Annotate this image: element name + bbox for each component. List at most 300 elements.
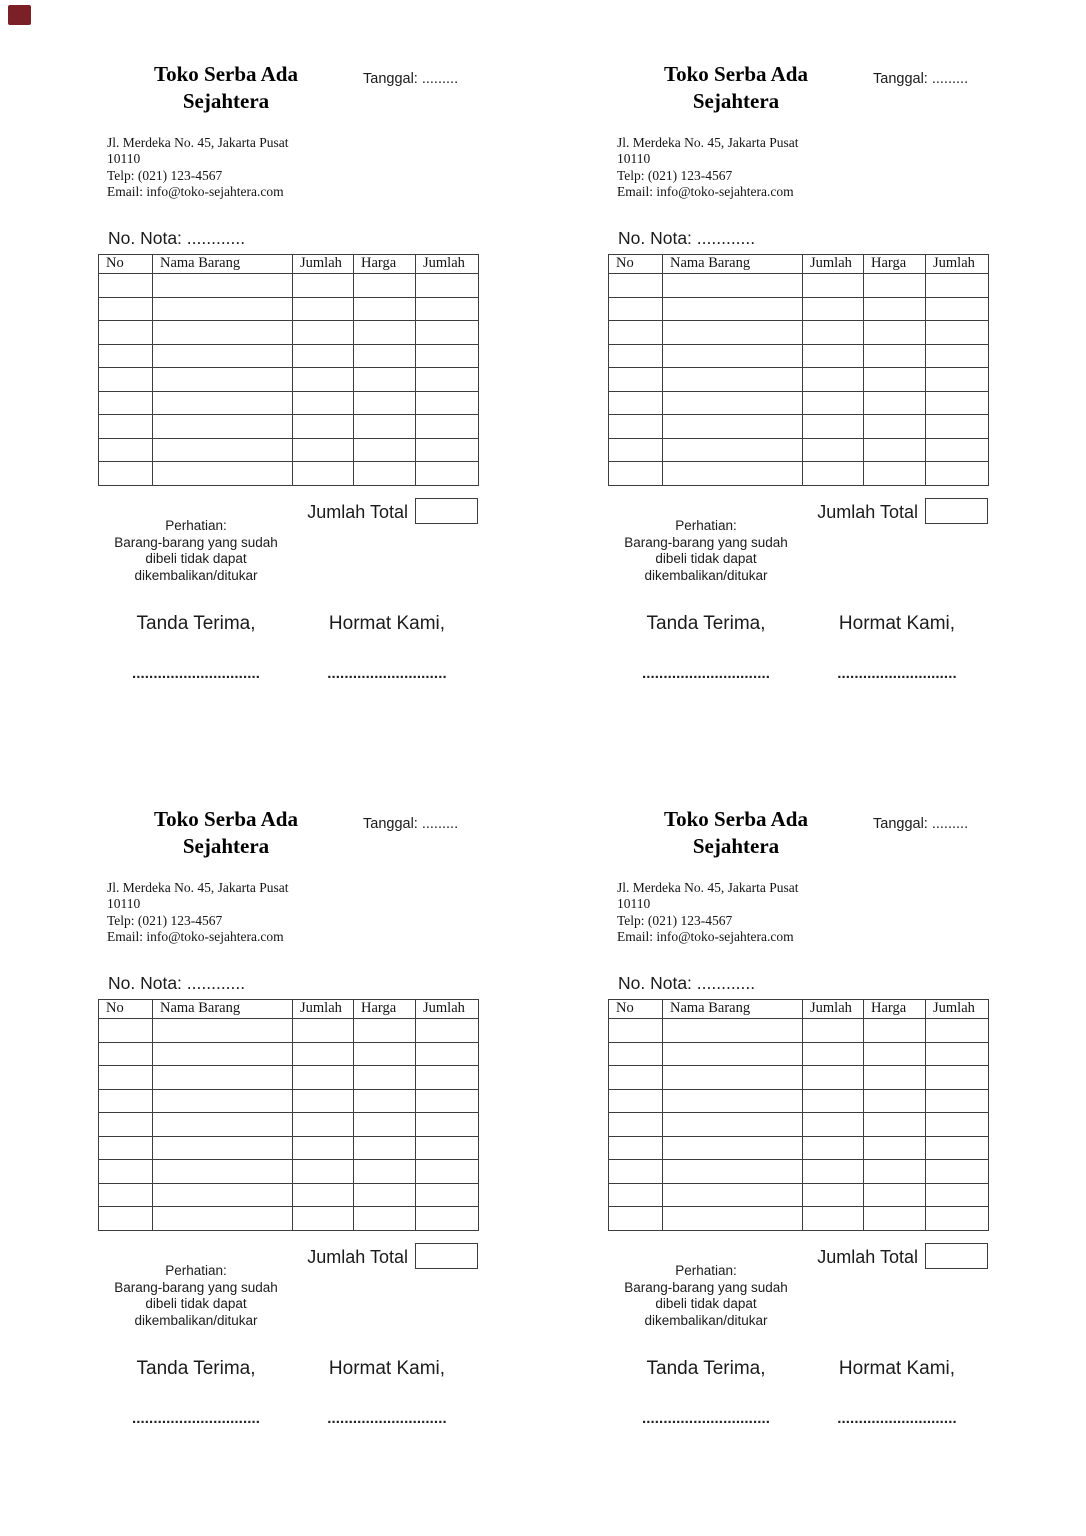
item-cell [153, 1136, 293, 1160]
store-name [608, 61, 864, 115]
item-cell [663, 391, 803, 415]
item-cell [864, 321, 926, 345]
store-name-line1: Toko Serba Ada [154, 62, 298, 86]
item-cell [663, 1183, 803, 1207]
item-cell [293, 1066, 354, 1090]
item-cell [416, 391, 479, 415]
header-cell-no: No [99, 1000, 153, 1019]
sign-right-label: Hormat Kami, [328, 613, 446, 634]
header-cell-harga: Harga [354, 255, 416, 274]
item-cell [609, 344, 663, 368]
item-cell [354, 438, 416, 462]
sign-right-dots: ............................ [837, 1410, 957, 1427]
item-row [99, 274, 479, 298]
item-cell [99, 415, 153, 439]
item-row [99, 1042, 479, 1066]
item-cell [864, 1042, 926, 1066]
item-row [99, 321, 479, 345]
item-cell [354, 1136, 416, 1160]
item-cell [926, 462, 989, 486]
item-cell [803, 438, 864, 462]
item-cell [803, 1160, 864, 1184]
items-table-header-row [609, 255, 989, 274]
address-line-postcode: 10110 [107, 151, 141, 167]
item-row [609, 297, 989, 321]
item-cell [663, 274, 803, 298]
nota-number-label: No. Nota: ............ [108, 973, 246, 993]
item-cell [354, 1160, 416, 1184]
item-cell [864, 1183, 926, 1207]
item-cell [416, 368, 479, 392]
address-block [617, 880, 798, 945]
item-cell [153, 1089, 293, 1113]
address-line-phone: Telp: (021) 123-4567 [107, 167, 223, 183]
notice-line-1: Barang-barang yang sudah [624, 534, 788, 550]
item-row [99, 1160, 479, 1184]
item-cell [864, 415, 926, 439]
item-row [609, 462, 989, 486]
item-cell [926, 438, 989, 462]
item-cell [663, 321, 803, 345]
items-table [608, 999, 989, 1231]
item-cell [153, 1160, 293, 1184]
item-cell [864, 1160, 926, 1184]
total-box [415, 498, 478, 524]
item-cell [153, 1042, 293, 1066]
items-table [608, 254, 989, 486]
item-cell [293, 1042, 354, 1066]
item-cell [416, 1183, 479, 1207]
item-cell [293, 415, 354, 439]
item-row [99, 297, 479, 321]
item-cell [926, 1019, 989, 1043]
item-cell [864, 344, 926, 368]
store-name-line1: Toko Serba Ada [664, 62, 808, 86]
store-name [98, 806, 354, 860]
item-cell [926, 391, 989, 415]
item-cell [354, 1183, 416, 1207]
store-name [608, 806, 864, 860]
item-cell [153, 1183, 293, 1207]
item-cell [293, 297, 354, 321]
item-cell [609, 1207, 663, 1231]
item-cell [609, 1042, 663, 1066]
header-cell-jumlah-total-col: Jumlah [926, 1000, 989, 1019]
item-cell [609, 297, 663, 321]
item-cell [416, 1089, 479, 1113]
header-cell-jumlah-total-col: Jumlah [926, 255, 989, 274]
item-cell [293, 391, 354, 415]
item-cell [803, 1136, 864, 1160]
address-block [107, 135, 288, 200]
item-row [609, 321, 989, 345]
item-cell [293, 1019, 354, 1043]
item-cell [153, 438, 293, 462]
item-cell [99, 274, 153, 298]
item-cell [354, 1113, 416, 1137]
item-cell [153, 391, 293, 415]
item-cell [609, 1019, 663, 1043]
item-cell [864, 1089, 926, 1113]
notice-line-3: dikembalikan/ditukar [134, 1312, 258, 1328]
tanggal-label: Tanggal: ......... [363, 71, 459, 87]
receipt-form-bottom-right [608, 745, 1000, 1490]
item-row [609, 438, 989, 462]
sign-right-dots: ............................ [837, 665, 957, 682]
item-cell [926, 1207, 989, 1231]
item-cell [99, 368, 153, 392]
address-line-phone: Telp: (021) 123-4567 [107, 912, 223, 928]
sign-left-dots: .............................. [131, 665, 261, 682]
sign-left-label: Tanda Terima, [136, 613, 256, 634]
sign-right-dots: ............................ [327, 665, 447, 682]
item-cell [609, 1183, 663, 1207]
notice-line-1: Barang-barang yang sudah [114, 534, 278, 550]
header-cell-jumlah: Jumlah [803, 1000, 864, 1019]
header-cell-jumlah: Jumlah [293, 1000, 354, 1019]
sign-right-label: Hormat Kami, [838, 613, 956, 634]
item-cell [663, 438, 803, 462]
item-cell [416, 274, 479, 298]
item-cell [354, 344, 416, 368]
item-row [99, 415, 479, 439]
item-cell [153, 321, 293, 345]
tanggal-label: Tanggal: ......... [873, 816, 969, 832]
sign-right-label: Hormat Kami, [838, 1358, 956, 1379]
notice-line-1: Barang-barang yang sudah [114, 1279, 278, 1295]
item-cell [609, 1136, 663, 1160]
item-row [99, 462, 479, 486]
corner-marker [8, 5, 31, 25]
notice-line-heading: Perhatian: [165, 518, 227, 533]
store-name-line2: Sejahtera [182, 89, 270, 113]
item-cell [864, 1113, 926, 1137]
item-cell [864, 1136, 926, 1160]
item-cell [926, 274, 989, 298]
item-cell [864, 391, 926, 415]
item-cell [153, 462, 293, 486]
item-row [99, 1066, 479, 1090]
address-line-street: Jl. Merdeka No. 45, Jakarta Pusat [107, 880, 289, 895]
item-cell [864, 368, 926, 392]
item-cell [864, 438, 926, 462]
item-cell [293, 368, 354, 392]
item-cell [416, 321, 479, 345]
item-row [609, 415, 989, 439]
item-cell [416, 415, 479, 439]
item-row [609, 1019, 989, 1043]
item-row [99, 1113, 479, 1137]
notice-block [608, 1263, 804, 1329]
item-cell [864, 1019, 926, 1043]
notice-line-heading: Perhatian: [675, 518, 737, 533]
address-line-postcode: 10110 [107, 896, 141, 912]
item-cell [663, 462, 803, 486]
item-cell [864, 1066, 926, 1090]
item-cell [293, 1160, 354, 1184]
item-cell [609, 391, 663, 415]
item-cell [803, 321, 864, 345]
item-cell [803, 1207, 864, 1231]
item-cell [926, 1183, 989, 1207]
item-cell [803, 368, 864, 392]
item-cell [864, 274, 926, 298]
notice-block [608, 518, 804, 584]
item-cell [153, 1113, 293, 1137]
item-row [99, 368, 479, 392]
notice-block [98, 1263, 294, 1329]
item-cell [663, 344, 803, 368]
store-name [98, 61, 354, 115]
item-cell [354, 1019, 416, 1043]
receipt-form-bottom-left [98, 745, 490, 1490]
nota-number-label: No. Nota: ............ [618, 973, 756, 993]
item-cell [803, 274, 864, 298]
address-block [617, 135, 798, 200]
item-cell [153, 344, 293, 368]
item-cell [803, 462, 864, 486]
tanggal-label: Tanggal: ......... [873, 71, 969, 87]
item-cell [803, 415, 864, 439]
item-row [99, 1136, 479, 1160]
item-cell [803, 1089, 864, 1113]
address-line-phone: Telp: (021) 123-4567 [617, 167, 733, 183]
item-cell [99, 1183, 153, 1207]
item-cell [293, 438, 354, 462]
item-cell [609, 462, 663, 486]
item-cell [99, 1160, 153, 1184]
item-cell [99, 462, 153, 486]
sign-left-label: Tanda Terima, [646, 1358, 766, 1379]
items-table [98, 254, 479, 486]
item-cell [803, 1019, 864, 1043]
item-cell [926, 1136, 989, 1160]
receipt-form-top-right [608, 0, 1000, 745]
item-cell [354, 1207, 416, 1231]
item-cell [354, 391, 416, 415]
notice-line-2: dibeli tidak dapat [655, 1296, 757, 1311]
sign-left-label: Tanda Terima, [136, 1358, 256, 1379]
address-line-email: Email: info@toko-sejahtera.com [107, 183, 284, 199]
header-cell-no: No [99, 255, 153, 274]
store-name-line1: Toko Serba Ada [154, 807, 298, 831]
total-label: Jumlah Total [817, 502, 918, 522]
header-cell-jumlah: Jumlah [293, 255, 354, 274]
address-line-postcode: 10110 [617, 896, 651, 912]
item-row [99, 1183, 479, 1207]
item-cell [416, 1066, 479, 1090]
header-cell-nama-barang: Nama Barang [663, 1000, 803, 1019]
item-cell [926, 321, 989, 345]
item-cell [293, 1183, 354, 1207]
item-cell [926, 1160, 989, 1184]
item-cell [926, 344, 989, 368]
item-cell [663, 1207, 803, 1231]
sign-left-label: Tanda Terima, [646, 613, 766, 634]
items-table-body [99, 274, 479, 486]
item-row [99, 1019, 479, 1043]
item-cell [864, 462, 926, 486]
item-cell [153, 1207, 293, 1231]
item-cell [609, 1113, 663, 1137]
notice-block [98, 518, 294, 584]
item-cell [99, 438, 153, 462]
item-cell [99, 321, 153, 345]
store-name-line2: Sejahtera [692, 834, 780, 858]
item-cell [293, 1113, 354, 1137]
item-cell [99, 1113, 153, 1137]
item-cell [609, 1089, 663, 1113]
item-cell [293, 1089, 354, 1113]
item-cell [416, 1019, 479, 1043]
notice-line-heading: Perhatian: [165, 1263, 227, 1278]
sign-right-label: Hormat Kami, [328, 1358, 446, 1379]
item-row [609, 368, 989, 392]
item-cell [354, 1089, 416, 1113]
item-cell [416, 1136, 479, 1160]
item-row [609, 1160, 989, 1184]
notice-line-2: dibeli tidak dapat [655, 551, 757, 566]
item-cell [609, 1066, 663, 1090]
item-cell [803, 1113, 864, 1137]
notice-line-3: dikembalikan/ditukar [134, 567, 258, 583]
item-cell [926, 1089, 989, 1113]
item-cell [354, 368, 416, 392]
item-cell [99, 1089, 153, 1113]
notice-line-2: dibeli tidak dapat [145, 551, 247, 566]
address-line-postcode: 10110 [617, 151, 651, 167]
item-cell [926, 1066, 989, 1090]
receipt-form-top-left [98, 0, 490, 745]
item-row [609, 1089, 989, 1113]
address-line-email: Email: info@toko-sejahtera.com [617, 183, 794, 199]
item-cell [354, 274, 416, 298]
items-table-header-row [99, 255, 479, 274]
address-line-email: Email: info@toko-sejahtera.com [617, 928, 794, 944]
nota-number-label: No. Nota: ............ [108, 228, 246, 248]
item-cell [293, 462, 354, 486]
item-cell [663, 297, 803, 321]
header-cell-jumlah-total-col: Jumlah [416, 255, 479, 274]
item-row [609, 274, 989, 298]
item-cell [609, 274, 663, 298]
item-cell [926, 368, 989, 392]
sign-left-dots: .............................. [131, 1410, 261, 1427]
item-cell [663, 1042, 803, 1066]
notice-line-3: dikembalikan/ditukar [644, 567, 768, 583]
item-row [99, 1207, 479, 1231]
items-table-body [609, 274, 989, 486]
header-cell-no: No [609, 1000, 663, 1019]
total-label: Jumlah Total [307, 1247, 408, 1267]
item-cell [354, 415, 416, 439]
item-cell [416, 1160, 479, 1184]
item-cell [99, 344, 153, 368]
total-label: Jumlah Total [817, 1247, 918, 1267]
item-cell [153, 297, 293, 321]
items-table [98, 999, 479, 1231]
item-cell [663, 1113, 803, 1137]
item-cell [663, 1089, 803, 1113]
item-cell [99, 1042, 153, 1066]
item-cell [663, 1136, 803, 1160]
item-cell [663, 1019, 803, 1043]
item-cell [609, 321, 663, 345]
tanggal-label: Tanggal: ......... [363, 816, 459, 832]
item-cell [864, 297, 926, 321]
item-cell [609, 1160, 663, 1184]
store-name-line2: Sejahtera [182, 834, 270, 858]
item-cell [153, 415, 293, 439]
item-cell [293, 1207, 354, 1231]
item-cell [926, 415, 989, 439]
item-cell [293, 344, 354, 368]
item-cell [416, 344, 479, 368]
item-row [609, 1042, 989, 1066]
item-row [609, 1207, 989, 1231]
item-cell [293, 1136, 354, 1160]
item-cell [153, 1066, 293, 1090]
total-box [415, 1243, 478, 1269]
item-cell [663, 1160, 803, 1184]
address-line-email: Email: info@toko-sejahtera.com [107, 928, 284, 944]
total-label: Jumlah Total [307, 502, 408, 522]
notice-line-2: dibeli tidak dapat [145, 1296, 247, 1311]
items-table-body [609, 1019, 989, 1231]
item-cell [803, 391, 864, 415]
item-cell [864, 1207, 926, 1231]
item-cell [609, 368, 663, 392]
item-cell [99, 1207, 153, 1231]
item-cell [99, 297, 153, 321]
header-cell-harga: Harga [354, 1000, 416, 1019]
header-cell-nama-barang: Nama Barang [153, 1000, 293, 1019]
item-cell [354, 462, 416, 486]
item-row [99, 344, 479, 368]
item-cell [609, 438, 663, 462]
sign-left-dots: .............................. [641, 1410, 771, 1427]
header-cell-nama-barang: Nama Barang [153, 255, 293, 274]
item-cell [99, 1066, 153, 1090]
item-cell [354, 1066, 416, 1090]
sign-left-dots: .............................. [641, 665, 771, 682]
item-cell [926, 297, 989, 321]
address-line-street: Jl. Merdeka No. 45, Jakarta Pusat [107, 135, 289, 150]
item-row [609, 344, 989, 368]
item-row [609, 391, 989, 415]
item-cell [803, 1066, 864, 1090]
address-line-phone: Telp: (021) 123-4567 [617, 912, 733, 928]
item-cell [354, 1042, 416, 1066]
address-line-street: Jl. Merdeka No. 45, Jakarta Pusat [617, 880, 799, 895]
item-cell [416, 438, 479, 462]
item-cell [803, 344, 864, 368]
item-cell [416, 1042, 479, 1066]
notice-line-heading: Perhatian: [675, 1263, 737, 1278]
header-cell-harga: Harga [864, 1000, 926, 1019]
items-table-body [99, 1019, 479, 1231]
item-cell [354, 297, 416, 321]
item-cell [416, 462, 479, 486]
header-cell-nama-barang: Nama Barang [663, 255, 803, 274]
sign-right-dots: ............................ [327, 1410, 447, 1427]
header-cell-harga: Harga [864, 255, 926, 274]
item-cell [416, 1113, 479, 1137]
item-cell [609, 415, 663, 439]
item-cell [663, 1066, 803, 1090]
header-cell-no: No [609, 255, 663, 274]
item-row [609, 1113, 989, 1137]
